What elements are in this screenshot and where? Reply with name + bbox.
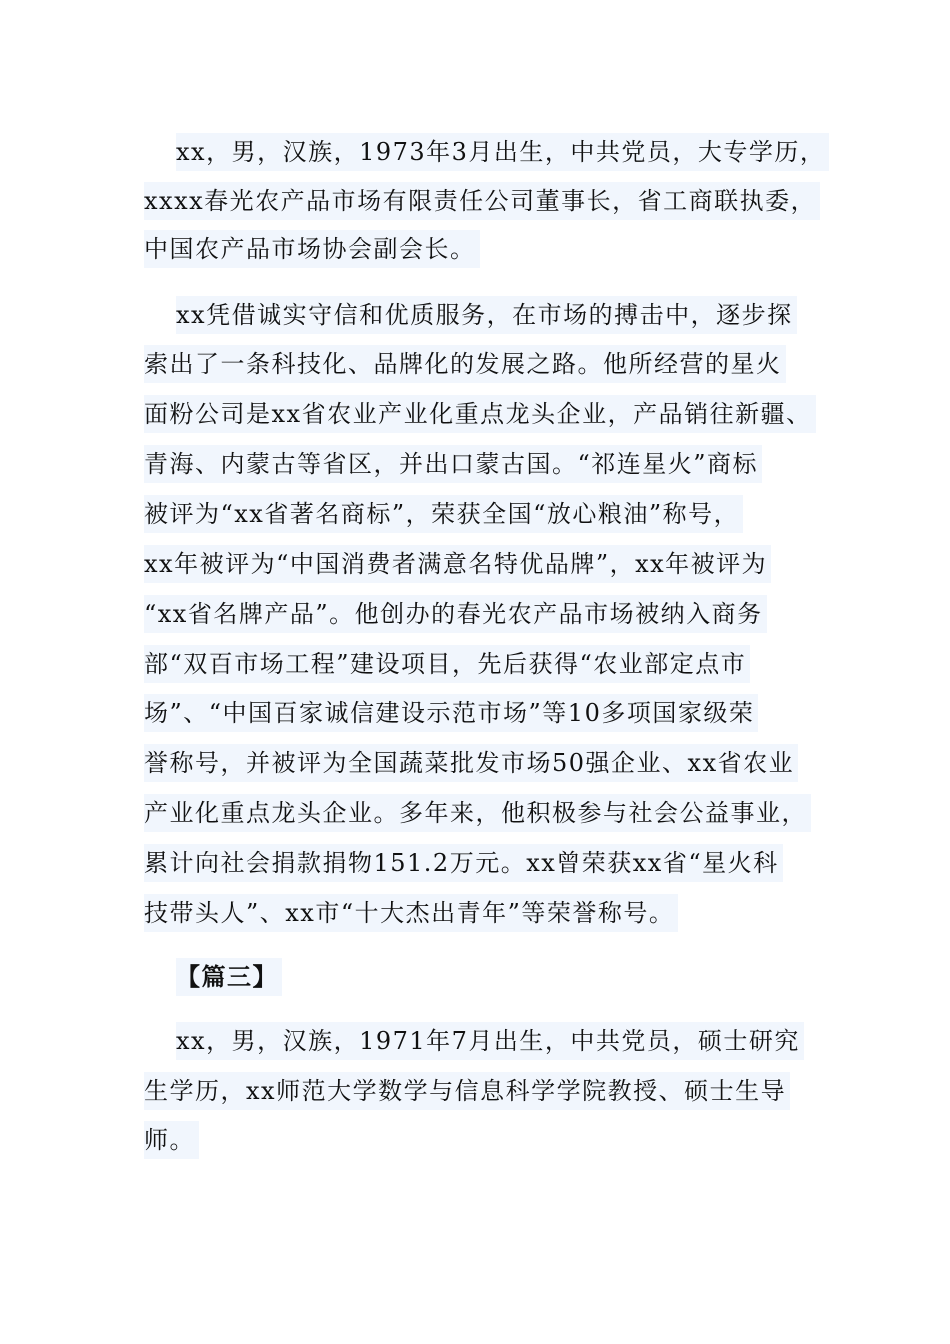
paragraph-2-line-11: 产业化重点龙头企业。多年来，他积极参与社会公益事业，	[144, 794, 811, 832]
paragraph-2-line-3: 面粉公司是xx省农业产业化重点龙头企业，产品销往新疆、	[144, 395, 816, 433]
paragraph-2-line-7: “xx省名牌产品”。他创办的春光农产品市场被纳入商务	[144, 595, 767, 633]
paragraph-2-line-12: 累计向社会捐款捐物151.2万元。xx曾荣获xx省“星火科	[144, 844, 783, 882]
paragraph-2-line-9: 场”、“中国百家诚信建设示范市场”等10多项国家级荣	[144, 694, 758, 732]
paragraph-2-line-4: 青海、内蒙古等省区，并出口蒙古国。“祁连星火”商标	[144, 445, 762, 483]
paragraph-3-line-2: 生学历，xx师范大学数学与信息科学学院教授、硕士生导	[144, 1072, 790, 1110]
paragraph-2-line-6: xx年被评为“中国消费者满意名特优品牌”，xx年被评为	[144, 545, 771, 583]
paragraph-3-line-1: xx，男，汉族，1971年7月出生，中共党员，硕士研究	[176, 1022, 804, 1060]
paragraph-1-line-2: xxxx春光农产品市场有限责任公司董事长，省工商联执委，	[144, 182, 820, 220]
paragraph-2-line-1: xx凭借诚实守信和优质服务，在市场的搏击中，逐步探	[176, 296, 797, 334]
paragraph-2-line-2: 索出了一条科技化、品牌化的发展之路。他所经营的星火	[144, 345, 786, 383]
paragraph-1-line-1: xx，男，汉族，1973年3月出生，中共党员，大专学历，	[176, 133, 829, 171]
paragraph-3-line-3: 师。	[144, 1121, 199, 1159]
paragraph-2-line-10: 誉称号，并被评为全国蔬菜批发市场50强企业、xx省农业	[144, 744, 798, 782]
section-heading: 【篇三】	[176, 958, 282, 996]
paragraph-2-line-5: 被评为“xx省著名商标”，荣获全国“放心粮油”称号，	[144, 495, 743, 533]
paragraph-2-line-13: 技带头人”、xx市“十大杰出青年”等荣誉称号。	[144, 894, 678, 932]
paragraph-2-line-8: 部“双百市场工程”建设项目，先后获得“农业部定点市	[144, 645, 750, 683]
paragraph-1-line-3: 中国农产品市场协会副会长。	[144, 230, 480, 268]
